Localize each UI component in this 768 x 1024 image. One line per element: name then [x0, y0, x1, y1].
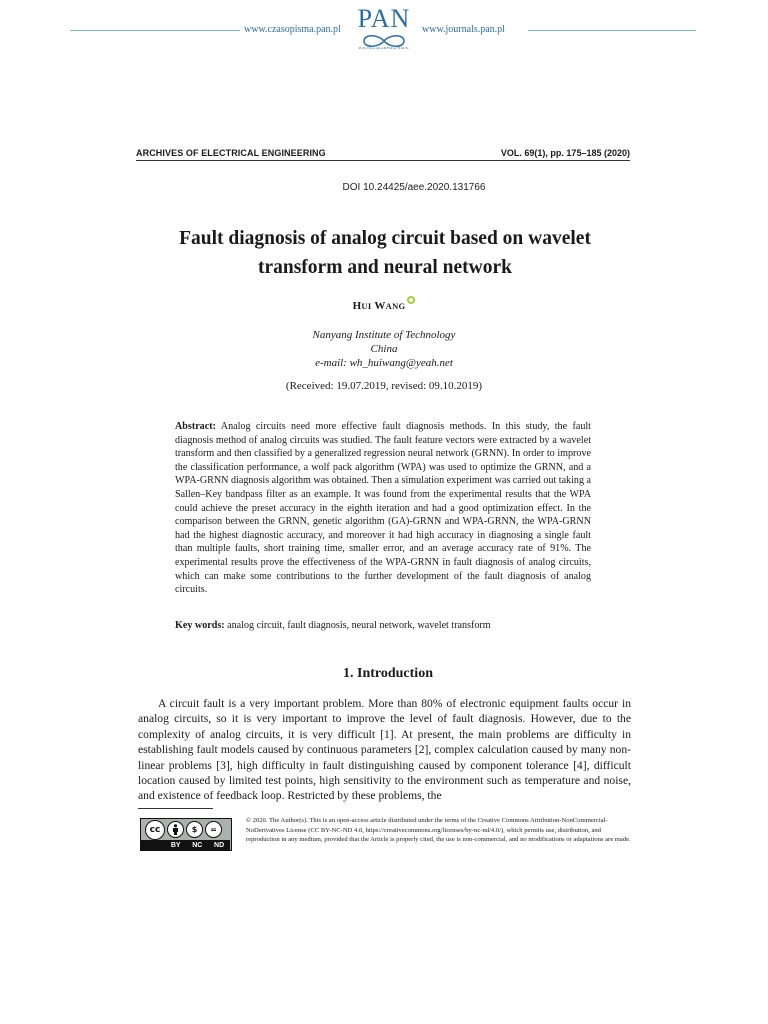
- header-url-right[interactable]: www.journals.pan.pl: [422, 24, 505, 35]
- noderivatives-icon: =: [205, 821, 222, 838]
- header-url-left[interactable]: www.czasopisma.pan.pl: [244, 24, 341, 35]
- keywords: [175, 620, 595, 631]
- abstract: [175, 420, 591, 597]
- journal-name: ARCHIVES OF ELECTRICAL ENGINEERING: [136, 148, 326, 158]
- paper-title: Fault diagnosis of analog circuit based on wavelet transform and neural network: [179, 228, 591, 278]
- cc-license-badge[interactable]: [140, 818, 232, 851]
- author: [0, 296, 768, 312]
- cc-label-nd: ND: [214, 841, 225, 849]
- pan-logo: [344, 6, 424, 56]
- creative-commons-icon: cc: [145, 820, 165, 840]
- keywords-text: analog circuit, fault diagnosis, neural network, wavelet transform: [227, 620, 491, 631]
- journal-rule: [136, 160, 630, 161]
- doi-text[interactable]: DOI 10.24425/aee.2020.131766: [342, 182, 486, 193]
- cc-label-nc: NC: [192, 841, 203, 849]
- keywords-label: Key words:: [175, 620, 225, 631]
- attribution-icon: [167, 821, 184, 838]
- author-first-initial: H: [352, 300, 362, 312]
- footnote-rule: [138, 808, 213, 809]
- abstract-text: Analog circuits need more effective fault diagnosis methods. In this study, the fault diagnosis method of analog circuits was studied. The fault feature vectors were extracted by a wavelet transform and then classified by a generalized regression neural network (GRNN). In order to improve the classification performance, a wolf pack algorithm (WPA) was used to optimize the GRNN, and a WPA-GRNN diagnosis algorithm was obtained. Then a simulation experiment was carried out taking a Sallen–Key bandpass filter as an example. It was found from the experimental results that the WPA could achieve the preset accuracy in the eighth iteration and had a good optimization effect. In the comparison between the GRNN, genetic algorithm (GA)-GRNN and WPA-GRNN, the WPA-GRNN had the highest diagnostic accuracy, and moreover it had high accuracy in diagnosing a single fault than multiple faults, short training time, smaller error, and an average accuracy rate of 91%. The experimental results prove the effectiveness of the WPA-GRNN in fault diagnosis of analog circuits, which can make some contributions to the further development of the fault diagnosis of analog circuits.: [175, 421, 592, 596]
- header-line-right: [528, 30, 696, 31]
- intro-paragraph: A circuit fault is a very important problem. More than 80% of electronic equipment faults occur in analog circuits, so it is very important to improve the level of fault diagnosis. However, due to the complexity of analog circuits, it is very difficult [1]. At present, the main problems are difficulty in establishing fault models caused by continuous parameters [2], complex calculation caused by many non-linear problems [3], high difficulty in fault distinguishing caused by component tolerance [4], difficult location caused by limited test points, high sensitivity to the environment such as temperature and noise, and existence of feedback loop. Restricted by these problems, the: [138, 697, 631, 803]
- cc-label-by: BY: [170, 841, 181, 849]
- orcid-icon[interactable]: [407, 296, 415, 304]
- license-text: © 2020. The Author(s). This is an open-access article distributed under the terms of the Creative Commons Attribution-NonCommercial-NoDerivatives License (CC BY-NC-ND 4.0, https://creativecommons.org/licenses/by-nc-nd/4.0/), which permits use, distribution, and reproduction in any medium, provided that the Article is properly cited, the use is non-commercial, and no modifications or adaptations are made.: [246, 817, 631, 844]
- journal-volume: VOL. 69(1), pp. 175–185 (2020): [500, 148, 630, 158]
- author-last-rest: ANG: [385, 301, 406, 311]
- pan-logo-subtext: POLSKA AKADEMIA NAUK: [359, 46, 409, 50]
- section-heading: [0, 666, 768, 682]
- author-last-initial: W: [374, 300, 386, 312]
- received-dates: (Received: 19.07.2019, revised: 09.10.2019): [285, 380, 483, 392]
- cc-badge-labels: [141, 840, 230, 850]
- abstract-label: Abstract:: [175, 421, 216, 432]
- pan-logo-text: PAN: [357, 4, 411, 33]
- doi[interactable]: [0, 182, 768, 193]
- affiliation: Nanyang Institute of Technology: [312, 329, 456, 341]
- email[interactable]: e-mail: wh_huiwang@yeah.net: [315, 357, 453, 369]
- country: China: [370, 343, 398, 355]
- cc-badge-icons: [141, 819, 234, 840]
- header-line-left: [70, 30, 240, 31]
- section-title: 1. Introduction: [343, 666, 433, 681]
- noncommercial-icon: $: [186, 821, 203, 838]
- infinity-icon: [354, 34, 414, 48]
- author-first-rest: UI: [361, 301, 372, 311]
